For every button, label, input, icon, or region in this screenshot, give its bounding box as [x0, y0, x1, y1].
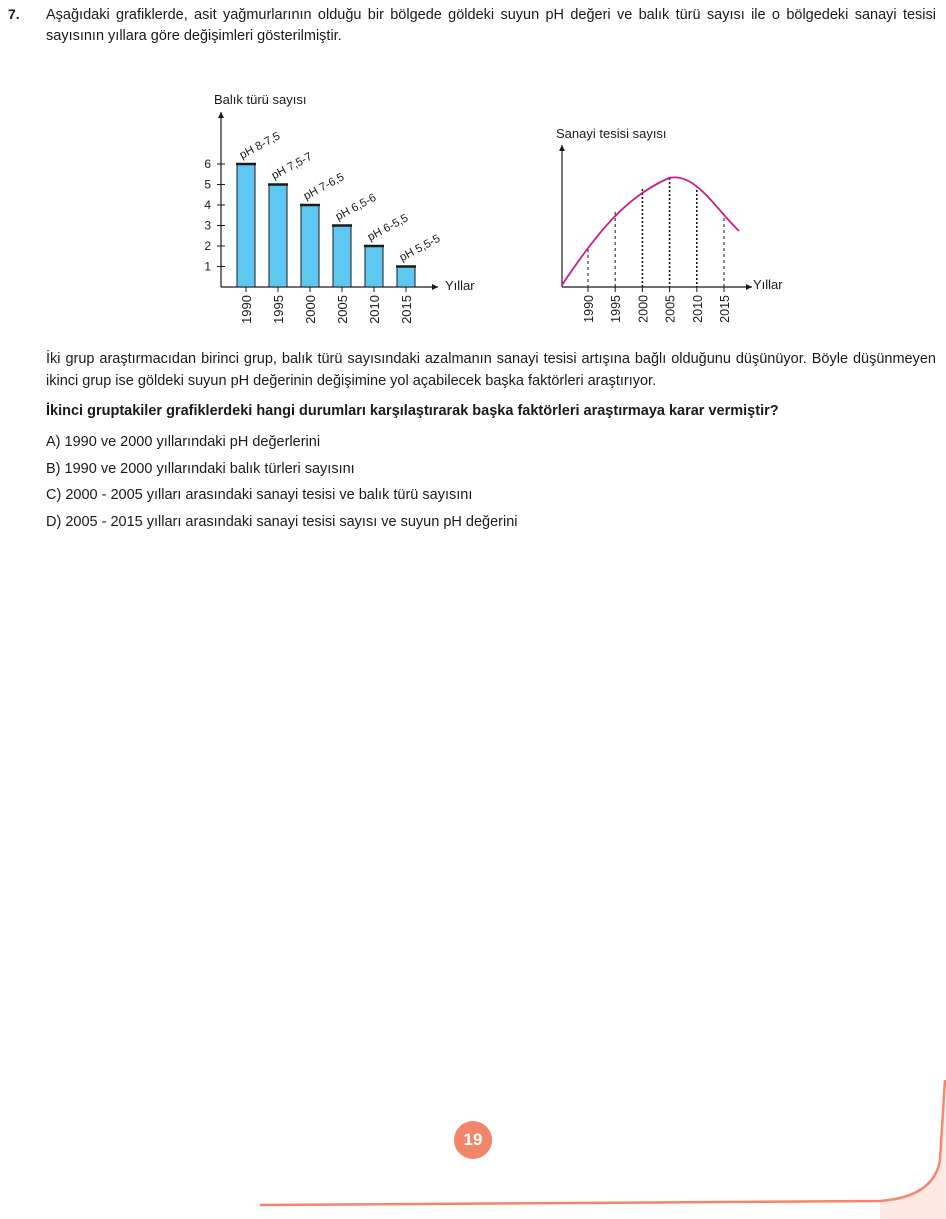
x-tick-label: 1990: [239, 295, 254, 324]
y-tick-label: 6: [204, 157, 211, 171]
bar-chart-y-label: Balık türü sayısı: [214, 92, 307, 107]
x-tick-label: 2005: [335, 295, 350, 324]
line-chart-y-label: Sanayi tesisi sayısı: [556, 126, 667, 141]
x-tick-label: 2010: [367, 295, 382, 324]
question-number: 7.: [8, 6, 20, 22]
bar-ph-label: pH 7-6,5: [301, 171, 347, 203]
bar-chart-x-label: Yıllar: [445, 278, 475, 293]
option-c[interactable]: C) 2000 - 2005 yılları arasındaki sanayi tesisi ve balık türü sayısını: [46, 487, 473, 503]
question-paragraph: İki grup araştırmacıdan birinci grup, balık türü sayısındaki azalmanın sanayi tesisi artışına bağlı olduğunu düşünüyor. Böyle düşünmeyen ikinci grup ise göldeki suyun pH değerinin değişimine yol açabilecek başka faktörleri araştırıyor.: [46, 351, 936, 389]
x-tick-label: 2015: [718, 295, 732, 323]
y-tick-label: 3: [204, 218, 211, 233]
y-tick-label: 2: [204, 239, 211, 253]
bar-ph-label: pH 6,5-6: [333, 191, 379, 224]
bar-ph-label: pH 7,5-7: [269, 150, 315, 183]
bar-ph-label: pH 5,5-5: [397, 232, 443, 265]
x-tick-label: 2015: [399, 295, 414, 324]
x-tick-label: 1990: [582, 295, 596, 323]
x-tick-label: 1995: [271, 295, 286, 324]
y-tick-label: 4: [204, 198, 211, 212]
line-chart-x-label: Yıllar: [753, 277, 783, 292]
y-tick-label: 5: [204, 177, 211, 192]
x-tick-label: 2000: [636, 295, 651, 323]
y-tick-label: 1: [204, 259, 211, 274]
option-b[interactable]: B) 1990 ve 2000 yıllarındaki balık türleri sayısını: [46, 460, 355, 477]
x-tick-label: 1995: [609, 295, 624, 323]
bar-ph-label: pH 6-5,5: [365, 212, 411, 244]
bar-ph-label: pH 8-7,5: [237, 130, 283, 162]
page-number-badge: 19: [454, 1121, 492, 1159]
x-tick-label: 2000: [303, 295, 318, 324]
question-intro: Aşağıdaki grafiklerde, asit yağmurlarının olduğu bir bölgede göldeki suyun pH değeri ve balık türü sayısı ile o bölgedeki sanayi tesisi sayısının yıllara göre değişimleri gösterilmiştir.: [46, 7, 936, 44]
question-prompt: İkinci gruptakiler grafiklerdeki hangi durumları karşılaştırarak başka faktörleri araştırmaya karar vermiştir?: [46, 403, 779, 419]
x-tick-label: 2010: [690, 295, 705, 323]
x-tick-label: 2005: [663, 295, 678, 323]
option-d[interactable]: D) 2005 - 2015 yılları arasındaki sanayi tesisi sayısı ve suyun pH değerini: [46, 513, 518, 530]
option-a[interactable]: A) 1990 ve 2000 yıllarındaki pH değerlerini: [46, 434, 321, 450]
